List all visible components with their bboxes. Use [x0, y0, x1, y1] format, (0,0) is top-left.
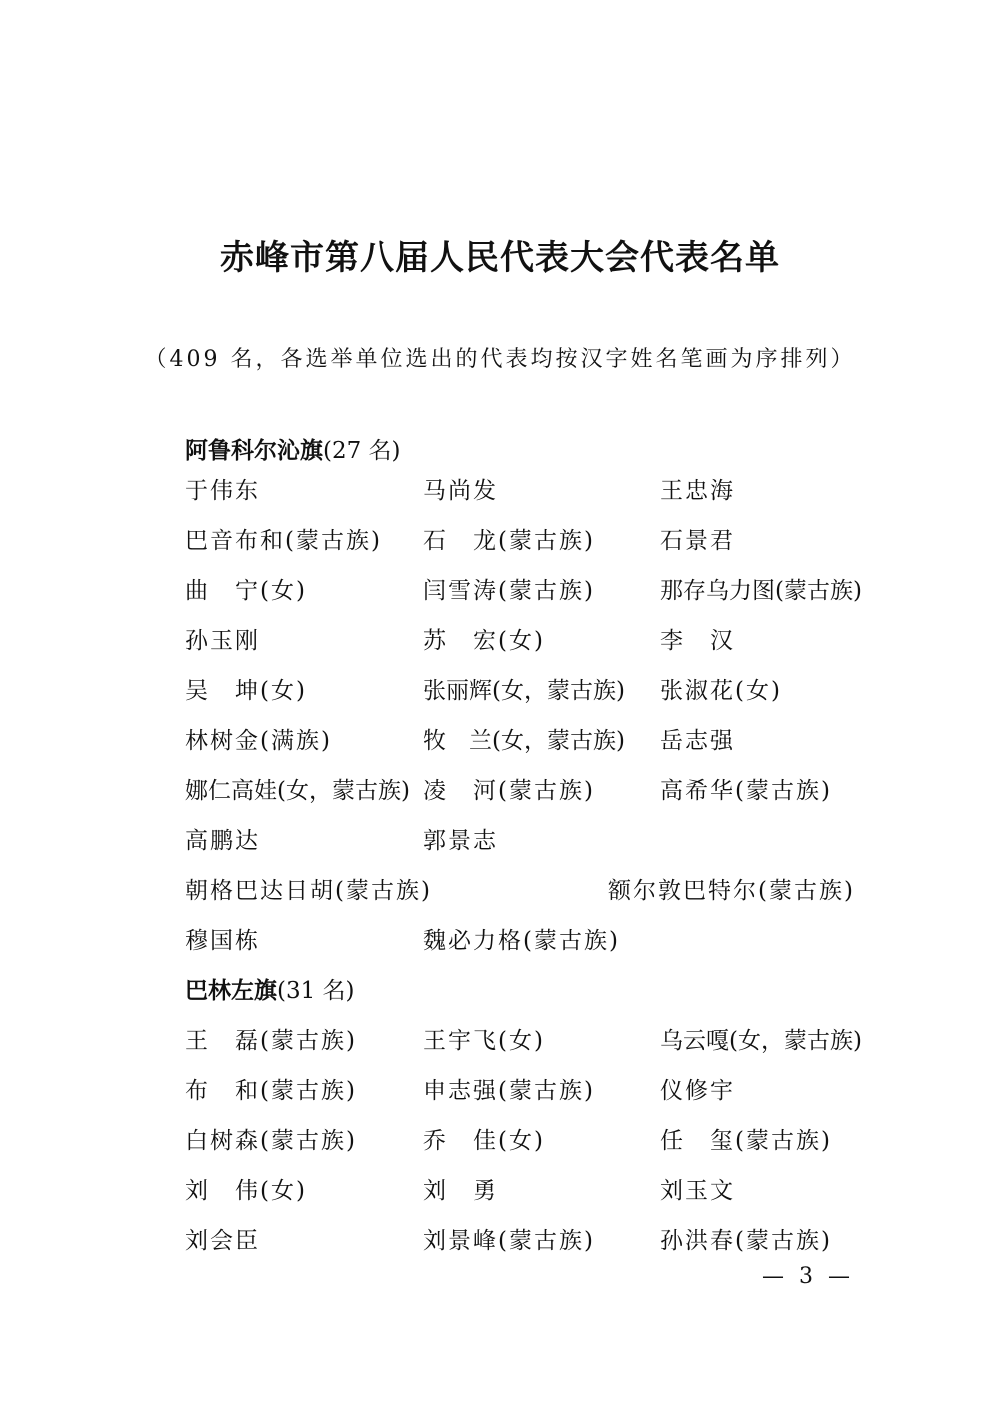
delegate-name: 牧 兰(女，蒙古族)	[423, 728, 625, 754]
delegate-name: 刘 伟(女)	[185, 1178, 307, 1204]
delegate-name: 石 龙(蒙古族)	[423, 528, 595, 554]
delegate-name: 那存乌力图(蒙古族)	[660, 578, 862, 604]
delegate-name: 刘玉文	[660, 1178, 735, 1204]
delegate-name: 朝格巴达日胡(蒙古族)	[185, 878, 432, 904]
delegate-name: 岳志强	[660, 728, 735, 754]
page-title: 赤峰市第八届人民代表大会代表名单	[220, 238, 780, 278]
delegate-name: 仪修宇	[660, 1078, 735, 1104]
delegate-name: 石景君	[660, 528, 735, 554]
delegate-name: 林树金(满族)	[185, 728, 332, 754]
delegate-name: 郭景志	[423, 828, 498, 854]
delegate-name: 高鹏达	[185, 828, 260, 854]
section-name: 阿鲁科尔沁旗	[185, 438, 323, 464]
delegate-name: 魏必力格(蒙古族)	[423, 928, 620, 954]
delegate-name: 额尔敦巴特尔(蒙古族)	[608, 878, 855, 904]
delegate-name: 申志强(蒙古族)	[423, 1078, 595, 1104]
delegate-name: 任 玺(蒙古族)	[660, 1128, 832, 1154]
delegate-name: 穆国栋	[185, 928, 260, 954]
delegate-name: 马尚发	[423, 478, 498, 504]
delegate-name: 李 汉	[660, 628, 735, 654]
delegate-name: 孙洪春(蒙古族)	[660, 1228, 832, 1254]
delegate-name: 王宇飞(女)	[423, 1028, 545, 1054]
delegate-name: 布 和(蒙古族)	[185, 1078, 357, 1104]
delegate-name: 高希华(蒙古族)	[660, 778, 832, 804]
section-count: (31 名)	[277, 978, 355, 1004]
delegate-name: 闫雪涛(蒙古族)	[423, 578, 595, 604]
section-count: (27 名)	[323, 438, 401, 464]
section-name: 巴林左旗	[185, 978, 277, 1004]
delegate-name: 乔 佳(女)	[423, 1128, 545, 1154]
section-heading	[185, 973, 355, 1009]
delegate-name: 巴音布和(蒙古族)	[185, 528, 382, 554]
delegate-name: 张丽辉(女，蒙古族)	[423, 678, 625, 704]
delegate-name: 刘 勇	[423, 1178, 498, 1204]
delegate-name: 凌 河(蒙古族)	[423, 778, 595, 804]
delegate-name: 乌云嘎(女，蒙古族)	[660, 1028, 862, 1054]
section-heading	[185, 433, 401, 469]
delegate-name: 白树森(蒙古族)	[185, 1128, 357, 1154]
delegate-name: 吴 坤(女)	[185, 678, 307, 704]
delegate-name: 刘景峰(蒙古族)	[423, 1228, 595, 1254]
delegate-name: 苏 宏(女)	[423, 628, 545, 654]
delegate-name: 于伟东	[185, 478, 260, 504]
page-subtitle: （409 名，各选举单位选出的代表均按汉字姓名笔画为序排列）	[144, 347, 856, 372]
delegate-name: 王忠海	[660, 478, 735, 504]
page-number: — 3 —	[762, 1264, 854, 1289]
delegate-name: 王 磊(蒙古族)	[185, 1028, 357, 1054]
delegate-name: 孙玉刚	[185, 628, 260, 654]
delegate-name: 娜仁高娃(女，蒙古族)	[185, 778, 410, 804]
delegate-name: 张淑花(女)	[660, 678, 782, 704]
delegate-name: 曲 宁(女)	[185, 578, 307, 604]
delegate-name: 刘会臣	[185, 1228, 260, 1254]
